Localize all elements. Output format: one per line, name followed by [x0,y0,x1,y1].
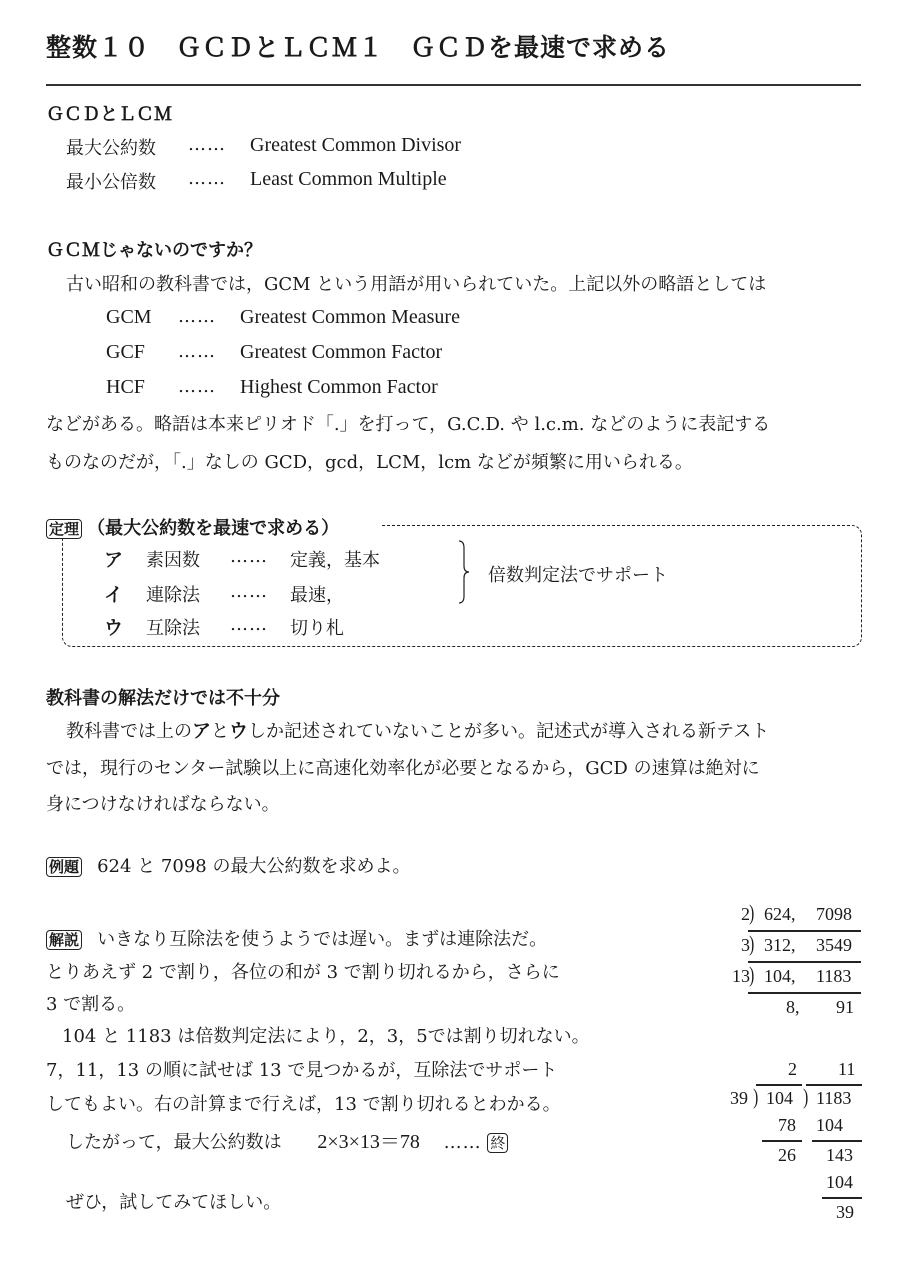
dots: …… [188,134,226,155]
note-i: 最速， [290,585,344,606]
gcm-outro-line2: ものなのだが，「.」なしの GCD，gcd，LCM，lcm などが頻繁に用いられる。 [46,452,693,473]
textbook-line3: 身につけなければならない。 [46,794,280,815]
dots: …… [178,376,216,397]
remainder: 26 [778,1145,796,1165]
title-divider [46,84,861,86]
section-heading-gcm: ＧＣＭじゃないのですか？ [46,240,262,261]
example-label: 例題 [46,857,82,877]
meaning-hcf: Highest Common Factor [240,376,438,398]
solution-line: 104 と 1183 は倍数判定法により，2，3，5では割り切れない。 [62,1026,590,1047]
value: 624, [764,904,796,924]
brace-icon [458,540,470,604]
value: 91 [836,997,854,1017]
term-gcd: 最大公約数 [66,138,156,159]
solution-line: 7，11，13 の順に試せば 13 で見つかるが，互除法でサポート [46,1060,558,1081]
theorem-title: （最大公約数を最速で求める） [87,518,340,539]
solution-label: 解説 [46,930,82,950]
abbr-gcf: GCF [106,341,145,363]
solution-line: してもよい。右の計算まで行えば，13 で割り切れるとわかる。 [46,1094,561,1115]
divisor: 3 [741,935,750,955]
conclusion-expression: 2×3×13＝78 [317,1131,420,1153]
theorem-label: 定理 [46,519,82,539]
example [46,852,410,878]
solution-line: いきなり互除法を使うようでは遅い。まずは連除法だ。 [97,929,548,950]
solution-line: 3 で割る。 [46,994,136,1015]
note-a: 定義，基本 [290,550,380,571]
value: 312, [764,935,796,955]
value: 104, [764,966,796,986]
brace-note: 倍数判定法でサポート [488,565,668,586]
dividend: 104 [766,1088,793,1108]
dots: …… [443,1132,482,1153]
subtrahend: 78 [778,1115,796,1135]
dots: …… [230,614,268,635]
text: 教科書では上の [66,721,192,742]
gcm-intro: 古い昭和の教科書では，GCM という用語が用いられていた。上記以外の略語としては [66,274,767,295]
quotient: 2 [788,1059,797,1079]
mark-a: ア [104,549,124,571]
mark-u-inline: ウ [229,720,249,742]
solution-closing: ぜひ，試してみてほしい。 [66,1192,282,1213]
section-heading-textbook: 教科書の解法だけでは不十分 [46,688,280,709]
method-euclid: 互除法 [146,618,200,639]
textbook-line2: では，現行のセンター試験以上に高速化効率化が必要となるから，GCD の速算は絶対に [46,758,760,779]
example-text: 624 と 7098 の最大公約数を求めよ。 [97,856,411,877]
value: 8, [786,997,800,1017]
method-prime-factor: 素因数 [146,550,200,571]
solution-first-line [46,925,547,951]
gcm-outro-line1: などがある。略語は本来ピリオド「.」を打って，G.C.D. や l.c.m. などのように表記する [46,414,771,435]
meaning-gcm: Greatest Common Measure [240,306,460,328]
mark-i: イ [104,584,124,606]
end-label: 終 [487,1133,508,1153]
meaning-lcm: Least Common Multiple [250,168,447,190]
quotient: 11 [838,1059,856,1079]
term-lcm: 最小公倍数 [66,172,156,193]
text: しか記述されていないことが多い。記述式が導入される新テスト [248,721,770,742]
text: と [211,721,230,742]
dots: …… [230,546,268,567]
dots: …… [178,341,216,362]
mark-a-inline: ア [192,720,212,742]
meaning-gcf: Greatest Common Factor [240,341,443,363]
subtrahend: 104 [826,1172,853,1192]
abbr-gcm: GCM [106,306,152,328]
textbook-line1 [66,716,769,743]
subtrahend: 104 [816,1115,843,1135]
value: 1183 [816,966,852,986]
value: 7098 [816,904,852,924]
dots: …… [230,581,268,602]
remainder: 39 [836,1202,854,1222]
meaning-gcd: Greatest Common Divisor [250,134,462,156]
remainder: 143 [826,1145,853,1165]
section-heading-gcd-lcm: ＧＣＤとＬＣＭ [46,104,172,125]
divisor: 39 [730,1088,748,1108]
solution-conclusion [66,1125,508,1154]
conclusion-text: したがって，最大公約数は [66,1132,282,1153]
divisor: 13 [732,966,750,986]
dots: …… [188,168,226,189]
solution-line: とりあえず 2 で割り，各位の和が 3 で割り切れるから，さらに [46,962,560,983]
dividend: 1183 [816,1088,852,1108]
divisor: 2 [741,904,750,924]
page-title: 整数１０ ＧＣＤとＬＣＭ１ ＧＣＤを最速で求める [46,33,671,62]
mark-u: ウ [104,617,124,639]
value: 3549 [816,935,852,955]
dots: …… [178,306,216,327]
method-ladder: 連除法 [146,585,200,606]
abbr-hcf: HCF [106,376,145,398]
theorem-header [46,514,339,540]
note-u: 切り札 [290,618,344,639]
